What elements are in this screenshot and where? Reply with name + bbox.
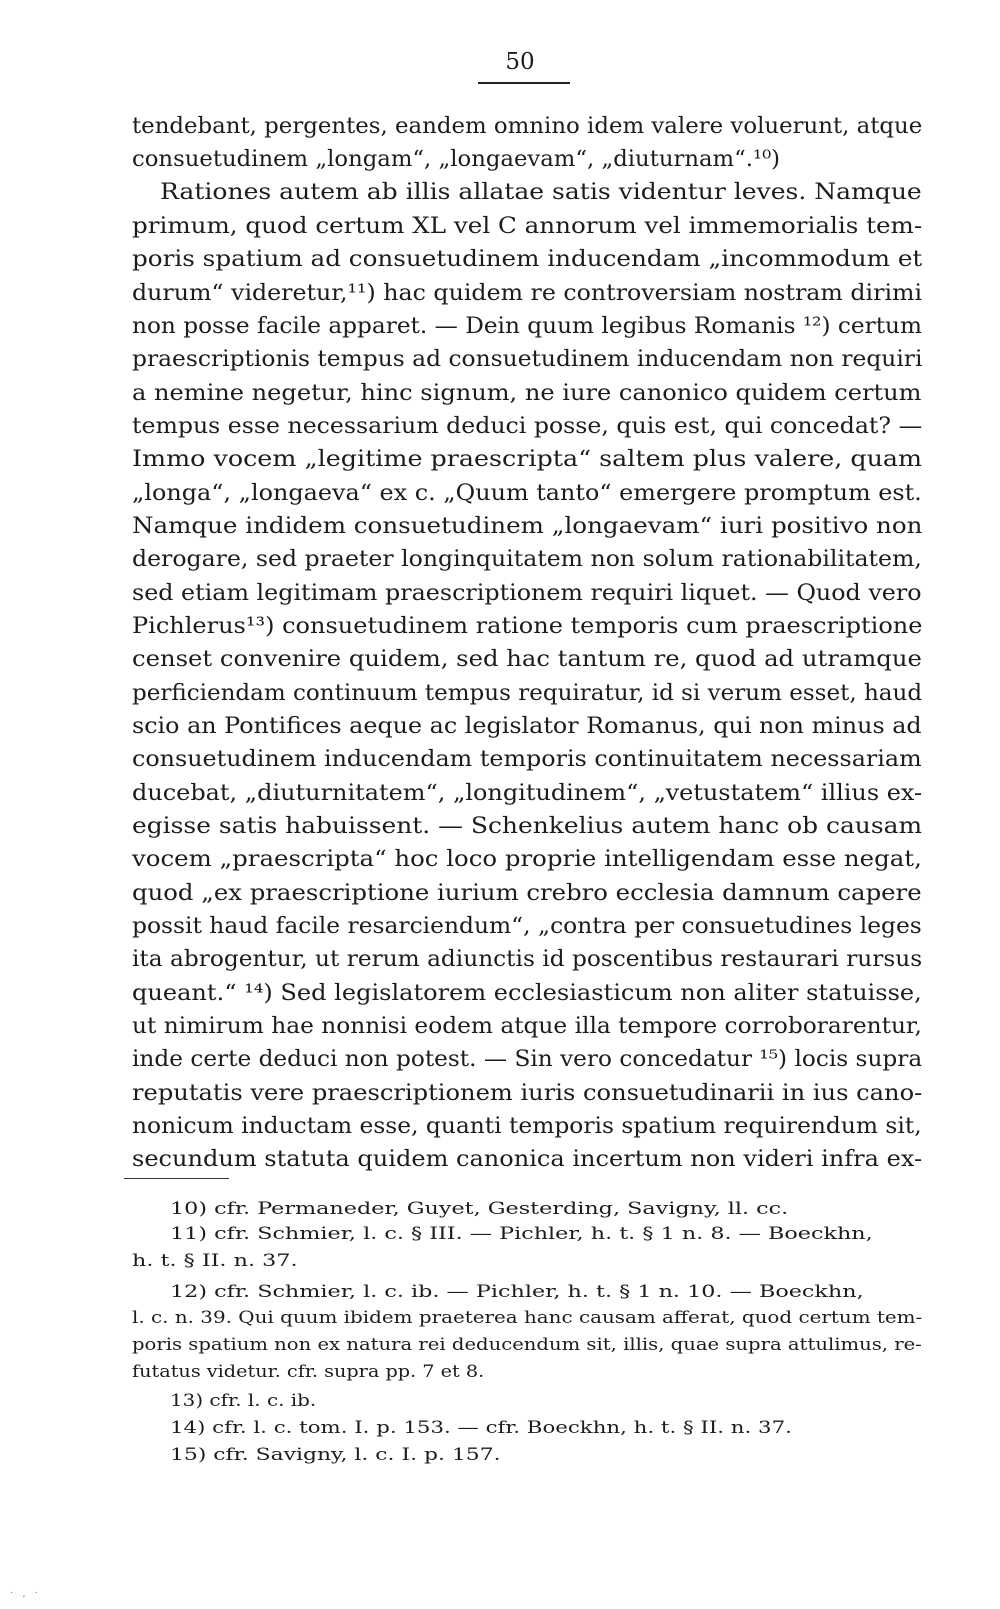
body-text-line: consuetudinem inducendam temporis continuitatem necessariam xyxy=(132,747,922,772)
footnote-line: 14) cfr. l. c. tom. I. p. 153. — cfr. Boeckhn, h. t. § II. n. 37. xyxy=(170,1418,792,1437)
body-text-line: „longa“, „longaeva“ ex c. „Quum tanto“ emergere promptum est. xyxy=(132,481,922,506)
footnote-line: 11) cfr. Schmier, l. c. § III. — Pichler, h. t. § 1 n. 8. — Boeckhn, xyxy=(170,1224,873,1243)
body-text-line: a nemine negetur, hinc signum, ne iure canonico quidem certum xyxy=(132,381,922,406)
body-text-line: Namque indidem consuetudinem „longaevam“ iuri positivo non xyxy=(132,514,923,539)
footnote-line: 10) cfr. Permaneder, Guyet, Gesterding, Savigny, ll. cc. xyxy=(170,1199,789,1218)
body-text-line: vocem „praescripta“ hoc loco proprie intelligendam esse negat, xyxy=(132,847,922,872)
body-text-line: durum“ videretur,¹¹) hac quidem re controversiam nostram dirimi xyxy=(132,281,923,306)
body-text-line: Rationes autem ab illis allatae satis videntur leves. Namque xyxy=(160,180,922,205)
footnote-line: poris spatium non ex natura rei deducendum sit, illis, quae supra attulimus, re- xyxy=(132,1335,922,1354)
page-number-rule xyxy=(478,82,570,84)
body-text-line: secundum statuta quidem canonica incertum non videri infra ex- xyxy=(132,1147,923,1172)
scan-specks: · ‚ · xyxy=(10,1588,41,1599)
body-text-line: Immo vocem „legitime praescripta“ saltem plus valere, quam xyxy=(132,447,923,472)
body-text-line: tempus esse necessarium deduci posse, quis est, qui concedat? — xyxy=(132,414,923,439)
body-text-line: possit haud facile resarciendum“, „contra per consuetudines leges xyxy=(132,914,922,939)
footnote-line: 15) cfr. Savigny, l. c. I. p. 157. xyxy=(170,1445,501,1464)
body-text-line: reputatis vere praescriptionem iuris consuetudinarii in ius cano- xyxy=(132,1081,923,1106)
footnote-line: 13) cfr. l. c. ib. xyxy=(170,1391,317,1410)
body-text-line: scio an Pontifices aeque ac legislator Romanus, qui non minus ad xyxy=(132,714,922,739)
body-text-line: consuetudinem „longam“, „longaevam“, „diuturnam“.¹⁰) xyxy=(132,147,781,172)
body-text-line: primum, quod certum XL vel C annorum vel immemorialis tem- xyxy=(132,214,923,239)
body-text-line: ut nimirum hae nonnisi eodem atque illa tempore corroborarentur, xyxy=(132,1014,922,1039)
footnote-separator xyxy=(124,1178,229,1179)
body-text-line: tendebant, pergentes, eandem omnino idem valere voluerunt, atque xyxy=(132,114,923,139)
body-text-line: poris spatium ad consuetudinem inducendam „incommodum et xyxy=(132,247,923,272)
footnote-line: 12) cfr. Schmier, l. c. ib. — Pichler, h. t. § 1 n. 10. — Boeckhn, xyxy=(170,1282,864,1301)
footnote-line: h. t. § II. n. 37. xyxy=(132,1251,298,1270)
body-text-line: sed etiam legitimam praescriptionem requiri liquet. — Quod vero xyxy=(132,581,922,606)
body-text-line: nonicum inductam esse, quanti temporis spatium requirendum sit, xyxy=(132,1114,922,1139)
body-text-line: egisse satis habuissent. — Schenkelius autem hanc ob causam xyxy=(132,814,923,839)
body-text-line: Pichlerus¹³) consuetudinem ratione temporis cum praescriptione xyxy=(132,614,923,639)
body-text-line: queant.“ ¹⁴) Sed legislatorem ecclesiasticum non aliter statuisse, xyxy=(132,981,922,1006)
body-text-line: perficiendam continuum tempus requiratur, id si verum esset, haud xyxy=(132,681,923,706)
body-text-line: censet convenire quidem, sed hac tantum re, quod ad utramque xyxy=(132,647,922,672)
body-text-line: ita abrogentur, ut rerum adiunctis id poscentibus restaurari rursus xyxy=(132,947,923,972)
footnote-line: futatus videtur. cfr. supra pp. 7 et 8. xyxy=(132,1362,485,1381)
body-text-line: non posse facile apparet. — Dein quum legibus Romanis ¹²) certum xyxy=(132,314,922,339)
body-text-line: praescriptionis tempus ad consuetudinem inducendam non requiri xyxy=(132,347,923,372)
page-number: 50 xyxy=(505,49,535,75)
body-text-line: quod „ex praescriptione iurium crebro ecclesia damnum capere xyxy=(132,881,922,906)
body-text-line: ducebat, „diuturnitatem“, „longitudinem“, „vetustatem“ illius ex- xyxy=(132,781,923,806)
body-text-line: derogare, sed praeter longinquitatem non solum rationabilitatem, xyxy=(132,547,922,572)
footnote-line: l. c. n. 39. Qui quum ibidem praeterea hanc causam afferat, quod certum tem- xyxy=(132,1308,923,1327)
body-text-line: inde certe deduci non potest. — Sin vero concedatur ¹⁵) locis supra xyxy=(132,1047,923,1072)
